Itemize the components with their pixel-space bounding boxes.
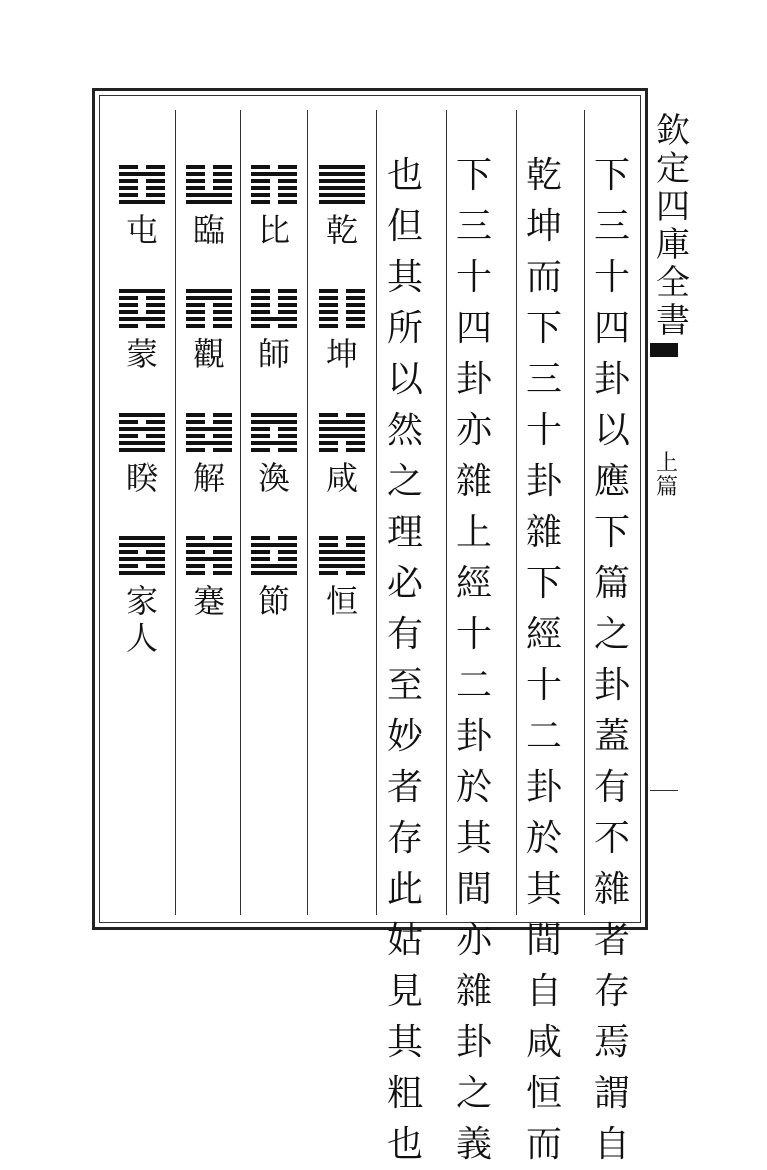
yin-line — [251, 289, 297, 293]
glyph: 十 — [456, 614, 493, 655]
hexagram-symbol — [319, 413, 365, 452]
hexagram-symbol — [319, 536, 365, 575]
glyph: 篇 — [655, 475, 678, 501]
yang-line — [251, 420, 297, 424]
hexagram-symbol — [186, 413, 232, 452]
yin-line — [119, 550, 165, 554]
hexagram-symbol — [119, 413, 165, 452]
column-divider — [376, 110, 377, 915]
margin-rule — [650, 790, 678, 791]
glyph: 十 — [526, 410, 563, 451]
yang-line — [319, 172, 365, 176]
glyph: 存 — [387, 818, 424, 859]
column-divider — [307, 110, 308, 915]
glyph: 姑 — [387, 920, 424, 961]
glyph: 有 — [387, 614, 424, 655]
hexagram-name — [126, 336, 158, 373]
glyph: 欽 — [656, 111, 690, 151]
glyph: 臨 — [192, 211, 225, 249]
hexagram-symbol — [119, 289, 165, 328]
glyph: 解 — [192, 458, 225, 497]
yang-line — [119, 441, 165, 445]
glyph: 卦 — [526, 461, 563, 502]
glyph: 三 — [594, 206, 631, 247]
yin-line — [119, 310, 165, 314]
glyph: 卦 — [594, 359, 631, 400]
text-column — [456, 150, 492, 1170]
hexagram-name — [258, 336, 290, 373]
glyph: 雜 — [526, 512, 563, 553]
glyph: 屯 — [125, 211, 158, 249]
yang-line — [119, 543, 165, 547]
glyph: 書 — [656, 301, 690, 342]
yang-line — [319, 186, 365, 190]
glyph: 師 — [257, 334, 290, 373]
hexagram-name — [258, 583, 290, 620]
yang-line — [119, 427, 165, 431]
glyph: 卦 — [526, 767, 563, 808]
yang-line — [119, 317, 165, 321]
yin-line — [119, 434, 165, 438]
yang-line — [186, 543, 232, 547]
glyph: 全 — [656, 263, 690, 304]
yin-line — [319, 413, 365, 417]
hexagram-entry — [186, 536, 232, 620]
yin-line — [251, 200, 297, 204]
yin-line — [119, 296, 165, 300]
glyph: 義 — [456, 1124, 493, 1165]
yin-line — [186, 448, 232, 452]
yang-line — [119, 289, 165, 293]
glyph: 家 — [125, 582, 158, 621]
glyph: 自 — [594, 1124, 631, 1165]
glyph: 卦 — [456, 1022, 493, 1063]
glyph: 其 — [456, 818, 493, 859]
glyph: 粗 — [387, 1073, 424, 1114]
glyph: 上 — [456, 512, 493, 553]
hexagram-name — [126, 212, 158, 249]
glyph: 三 — [456, 206, 493, 247]
yin-line — [186, 420, 232, 424]
yin-line — [319, 317, 365, 321]
yang-line — [186, 193, 232, 197]
hexagram-entry — [319, 413, 365, 497]
glyph: 經 — [526, 614, 563, 655]
hexagram-symbol — [186, 289, 232, 328]
glyph: 應 — [594, 461, 631, 502]
glyph: 卦 — [594, 665, 631, 706]
hexagram-column — [312, 165, 372, 660]
glyph: 但 — [387, 206, 424, 247]
glyph: 以 — [594, 410, 631, 451]
glyph: 比 — [257, 211, 290, 249]
glyph: 不 — [594, 818, 631, 859]
yin-line — [119, 324, 165, 328]
text-column — [594, 150, 630, 1170]
yin-line — [251, 324, 297, 328]
hexagram-name — [193, 583, 225, 620]
hexagram-symbol — [251, 165, 297, 204]
glyph: 也 — [387, 155, 424, 196]
hexagram-entry — [319, 536, 365, 620]
glyph: 其 — [387, 1022, 424, 1063]
glyph: 也 — [387, 1124, 424, 1165]
hexagram-symbol — [319, 165, 365, 204]
glyph: 乾 — [325, 211, 358, 249]
glyph: 恒 — [526, 1073, 563, 1114]
glyph: 於 — [456, 767, 493, 808]
glyph: 四 — [456, 308, 493, 349]
glyph: 下 — [526, 563, 563, 604]
yin-line — [119, 179, 165, 183]
hexagram-name — [326, 336, 358, 373]
yin-line — [186, 310, 232, 314]
yin-line — [251, 303, 297, 307]
glyph: 亦 — [456, 410, 493, 451]
hexagram-entry — [319, 289, 365, 373]
hexagram-name — [326, 212, 358, 249]
yang-line — [319, 193, 365, 197]
hexagram-column — [244, 165, 304, 660]
yin-line — [119, 165, 165, 169]
yang-line — [251, 543, 297, 547]
glyph: 人 — [125, 619, 158, 658]
glyph: 理 — [387, 512, 424, 553]
glyph: 之 — [387, 461, 424, 502]
fishtail-mark — [650, 343, 678, 357]
hexagram-entry — [251, 165, 297, 249]
yang-line — [251, 571, 297, 575]
hexagram-symbol — [251, 289, 297, 328]
glyph: 者 — [594, 920, 631, 961]
yin-line — [186, 165, 232, 169]
glyph: 蹇 — [192, 582, 225, 621]
yang-line — [251, 564, 297, 568]
yin-line — [251, 179, 297, 183]
yin-line — [319, 310, 365, 314]
yang-line — [119, 200, 165, 204]
hexagram-entry — [186, 165, 232, 249]
yang-line — [319, 427, 365, 431]
glyph: 所 — [387, 308, 424, 349]
yin-line — [119, 564, 165, 568]
yang-line — [319, 165, 365, 169]
glyph: 十 — [456, 257, 493, 298]
yin-line — [186, 179, 232, 183]
yin-line — [186, 571, 232, 575]
yang-line — [186, 200, 232, 204]
yin-line — [186, 434, 232, 438]
yang-line — [186, 289, 232, 293]
glyph: 然 — [387, 410, 424, 451]
yang-line — [119, 536, 165, 540]
hexagram-column — [112, 165, 172, 697]
text-column — [526, 150, 562, 1170]
hexagram-symbol — [119, 165, 165, 204]
yang-line — [251, 441, 297, 445]
glyph: 間 — [456, 869, 493, 910]
yin-line — [186, 186, 232, 190]
glyph: 睽 — [125, 458, 158, 497]
glyph: 蓋 — [594, 716, 631, 757]
hexagram-entry — [119, 165, 165, 249]
glyph: 有 — [594, 767, 631, 808]
yang-line — [186, 441, 232, 445]
yang-line — [251, 413, 297, 417]
yin-line — [186, 413, 232, 417]
yin-line — [119, 420, 165, 424]
yang-line — [119, 557, 165, 561]
book-title — [651, 112, 695, 340]
glyph: 渙 — [257, 458, 290, 497]
hexagram-entry — [251, 413, 297, 497]
glyph: 而 — [526, 1124, 563, 1165]
hexagram-symbol — [186, 165, 232, 204]
hexagram-entry — [251, 536, 297, 620]
yin-line — [251, 186, 297, 190]
glyph: 三 — [526, 359, 563, 400]
hexagram-column — [179, 165, 239, 660]
yin-line — [319, 543, 365, 547]
yin-line — [186, 317, 232, 321]
yin-line — [186, 564, 232, 568]
glyph: 二 — [526, 716, 563, 757]
hexagram-symbol — [251, 536, 297, 575]
column-divider — [175, 110, 176, 915]
glyph: 上 — [655, 451, 678, 476]
yang-line — [186, 427, 232, 431]
yin-line — [251, 310, 297, 314]
yin-line — [251, 550, 297, 554]
glyph: 咸 — [325, 458, 358, 497]
glyph: 二 — [456, 665, 493, 706]
glyph: 經 — [456, 563, 493, 604]
glyph: 亦 — [456, 920, 493, 961]
glyph: 恒 — [325, 582, 358, 621]
glyph: 自 — [526, 971, 563, 1012]
glyph: 十 — [526, 665, 563, 706]
yin-line — [186, 536, 232, 540]
yin-line — [319, 324, 365, 328]
yin-line — [186, 324, 232, 328]
text-column — [387, 150, 423, 1170]
yin-line — [319, 536, 365, 540]
glyph: 咸 — [526, 1022, 563, 1063]
yang-line — [119, 448, 165, 452]
hexagram-name — [326, 460, 358, 497]
yang-line — [319, 179, 365, 183]
hexagram-name — [258, 212, 290, 249]
glyph: 定 — [656, 149, 690, 190]
hexagram-symbol — [319, 289, 365, 328]
hexagram-symbol — [251, 413, 297, 452]
yang-line — [319, 434, 365, 438]
glyph: 乾 — [526, 155, 563, 196]
glyph: 見 — [387, 971, 424, 1012]
glyph: 於 — [526, 818, 563, 859]
glyph: 蒙 — [125, 334, 158, 373]
hexagram-symbol — [186, 536, 232, 575]
glyph: 節 — [257, 582, 290, 621]
yin-line — [319, 296, 365, 300]
glyph: 雜 — [456, 971, 493, 1012]
yin-line — [251, 165, 297, 169]
yin-line — [119, 193, 165, 197]
yang-line — [251, 317, 297, 321]
hexagram-entry — [119, 289, 165, 373]
yin-line — [186, 303, 232, 307]
yang-line — [119, 172, 165, 176]
hexagram-entry — [319, 165, 365, 249]
hexagram-entry — [119, 536, 165, 657]
yin-line — [251, 536, 297, 540]
yang-line — [319, 550, 365, 554]
glyph: 四 — [656, 187, 690, 228]
hexagram-name — [326, 583, 358, 620]
yin-line — [319, 441, 365, 445]
yin-line — [319, 303, 365, 307]
yang-line — [319, 564, 365, 568]
yin-line — [251, 557, 297, 561]
hexagram-entry — [119, 413, 165, 497]
yang-line — [319, 557, 365, 561]
hexagram-entry — [186, 289, 232, 373]
yang-line — [319, 420, 365, 424]
glyph: 妙 — [387, 716, 424, 757]
glyph: 以 — [387, 359, 424, 400]
column-divider — [584, 110, 585, 915]
glyph: 庫 — [656, 225, 690, 266]
glyph: 之 — [594, 614, 631, 655]
yin-line — [251, 427, 297, 431]
yin-line — [119, 303, 165, 307]
glyph: 謂 — [594, 1073, 631, 1114]
column-divider — [240, 110, 241, 915]
yin-line — [319, 289, 365, 293]
glyph: 下 — [594, 155, 631, 196]
yin-line — [319, 571, 365, 575]
yang-line — [119, 571, 165, 575]
glyph: 此 — [387, 869, 424, 910]
yang-line — [186, 557, 232, 561]
glyph: 必 — [387, 563, 424, 604]
hexagram-name — [193, 212, 225, 249]
column-divider — [516, 110, 517, 915]
glyph: 之 — [456, 1073, 493, 1114]
glyph: 雜 — [594, 869, 631, 910]
glyph: 而 — [526, 257, 563, 298]
glyph: 存 — [594, 971, 631, 1012]
hexagram-symbol — [119, 536, 165, 575]
hexagram-entry — [251, 289, 297, 373]
glyph: 焉 — [594, 1022, 631, 1063]
yang-line — [319, 200, 365, 204]
glyph: 雜 — [456, 461, 493, 502]
yin-line — [186, 172, 232, 176]
yin-line — [186, 550, 232, 554]
yin-line — [251, 448, 297, 452]
glyph: 下 — [526, 308, 563, 349]
yin-line — [119, 186, 165, 190]
hexagram-entry — [186, 413, 232, 497]
hexagram-name — [258, 460, 290, 497]
glyph: 者 — [387, 767, 424, 808]
glyph: 至 — [387, 665, 424, 706]
glyph: 其 — [387, 257, 424, 298]
glyph: 卦 — [456, 359, 493, 400]
glyph: 四 — [594, 308, 631, 349]
glyph: 十 — [594, 257, 631, 298]
hexagram-name — [126, 460, 158, 497]
yang-line — [251, 172, 297, 176]
yin-line — [251, 296, 297, 300]
yin-line — [251, 434, 297, 438]
chapter-label — [652, 452, 682, 500]
glyph: 坤 — [325, 334, 358, 373]
glyph: 其 — [526, 869, 563, 910]
column-divider — [446, 110, 447, 915]
yin-line — [319, 448, 365, 452]
yang-line — [119, 413, 165, 417]
hexagram-name — [126, 583, 158, 657]
yang-line — [186, 296, 232, 300]
glyph: 篇 — [594, 563, 631, 604]
glyph: 下 — [456, 155, 493, 196]
yin-line — [251, 193, 297, 197]
glyph: 觀 — [192, 334, 225, 373]
glyph: 坤 — [526, 206, 563, 247]
glyph: 下 — [594, 512, 631, 553]
hexagram-name — [193, 460, 225, 497]
glyph: 卦 — [456, 716, 493, 757]
glyph: 間 — [526, 920, 563, 961]
hexagram-name — [193, 336, 225, 373]
